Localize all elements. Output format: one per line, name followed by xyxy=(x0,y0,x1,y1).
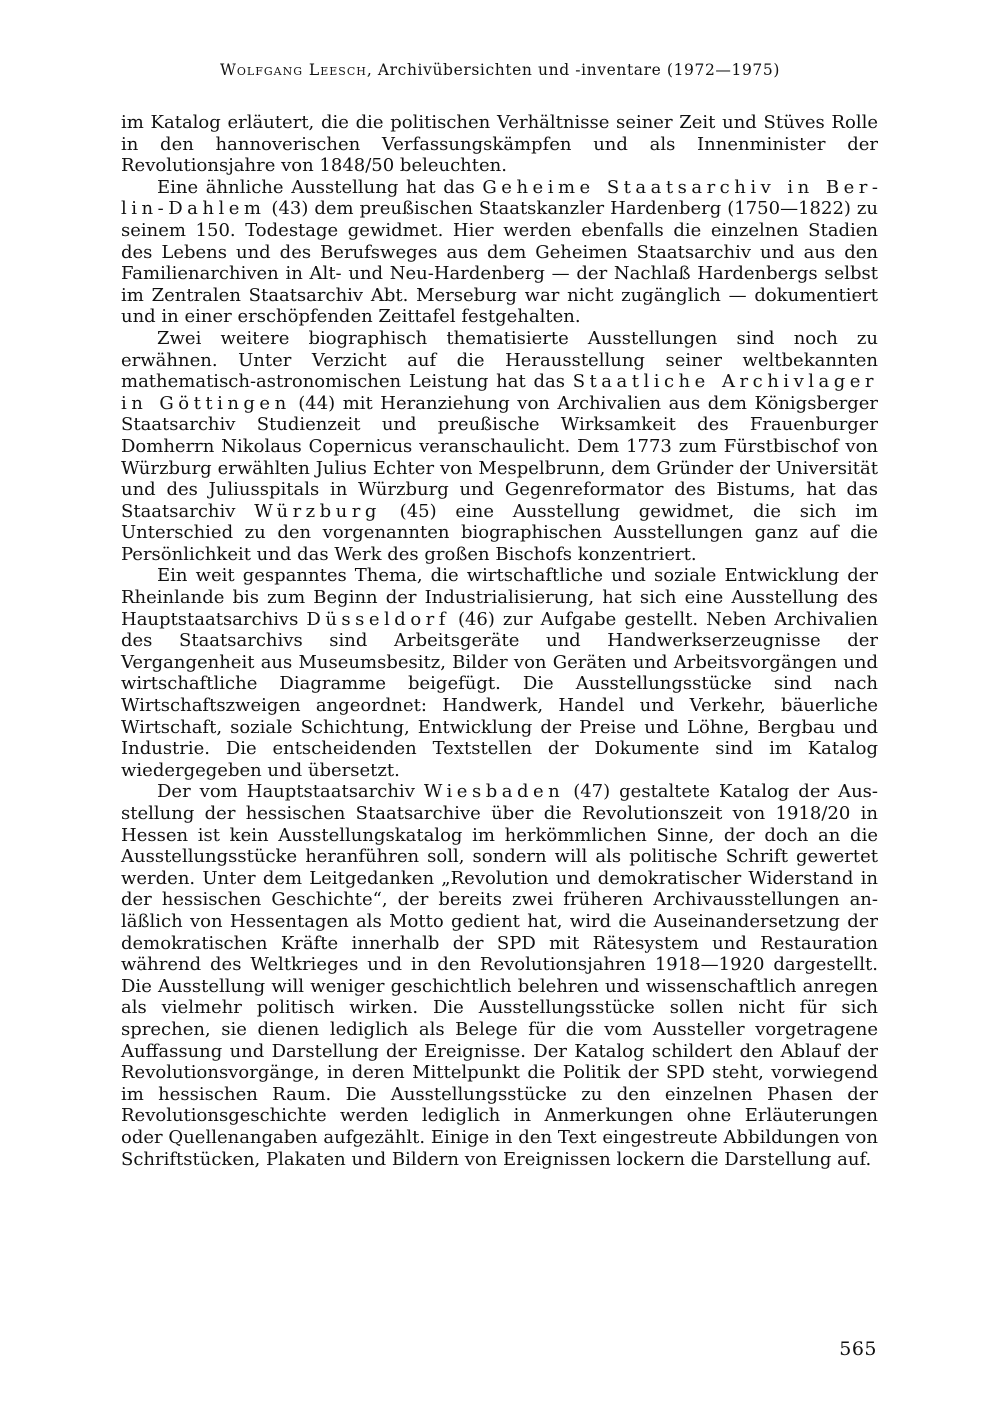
archive-name-goettingen: Staatliche Archivlager in Göttingen xyxy=(121,371,879,414)
paragraph-2 xyxy=(121,177,878,328)
paragraph-3 xyxy=(121,328,878,566)
paragraph-3-text-b: (44) mit Heranziehung von Archivalien aus dem Königsberger Staatsarchiv Studienzeit und preußische Wirksamkeit des Frauenburger Domherrn Nikolaus Copernicus veranschaulicht. Dem 1773 zum Fürstbischof von Würzburg erwählten Julius Echter von Mespelbrunn, dem Gründer der Universität und des Juliusspitals in Würzburg und Gegenreformator des Bistums, hat das Staatsarchiv xyxy=(121,392,878,522)
paragraph-2-text-a: Eine ähnliche Ausstellung hat das xyxy=(157,176,483,198)
paragraph-5-text-a: Der vom Hauptstaatsarchiv xyxy=(157,781,424,803)
page-number: 565 xyxy=(839,1338,877,1360)
archive-name-berlin: Geheime Staatsarchiv in Berlin-Dahlem xyxy=(121,176,879,220)
paragraph-5 xyxy=(121,781,878,1170)
paragraph-4-text-b: (46) zur Aufgabe gestellt. Neben Archivalien des Staatsarchivs sind Arbeitsgeräte und Handwerkserzeugnisse der Vergangenheit aus Museumsbesitz, Bilder von Geräten und Arbeitsvorgängen und wirtschaftliche Diagramme beigefügt. Die Ausstellungsstücke sind nach Wirtschaftszweigen angeordnet: Handwerk, Handel und Verkehr, bäuerliche Wirtschaft, soziale Schichtung, Entwicklung der Preise und Löhne, Bergbau und Industrie. Die entscheidenden Textstellen der Dokumente sind im Katalog wiedergegeben und übersetzt. xyxy=(121,608,879,781)
paragraph-1 xyxy=(121,112,878,177)
body-text xyxy=(121,112,878,1170)
paragraph-4 xyxy=(121,565,878,781)
paragraph-1-text: im Katalog erläutert, die die politischen Verhältnisse seiner Zeit und Stüves Rolle in den hannoverischen Verfassungskämpfen und als Innenminister der Revolutionsjahre von 1848/50 beleuchten. xyxy=(121,112,878,177)
archive-name-duesseldorf: Düsseldorf xyxy=(306,608,450,630)
paragraph-3-text-c: (45) eine Ausstellung gewidmet, die sich im Unterschied zu den vorgenannten biographischen Ausstellungen ganz auf die Persönlichkeit und das Werk des großen Bischofs konzentriert. xyxy=(121,500,878,565)
header-title: , Archivübersichten und -inventare (1972—1975) xyxy=(366,61,781,79)
running-head xyxy=(0,61,1000,79)
paragraph-3-text-a: Zwei weitere biographisch thematisierte Ausstellungen sind noch zu erwähnen. Unter Verzicht auf die Herausstellung seiner weltbekannten mathematisch-astronomischen Leistung hat das xyxy=(121,327,878,393)
paragraph-5-text-b: (47) gestaltete Katalog der Ausstellung der hessischen Staatsarchive über die Revolutionszeit von 1918/20 in Hessen ist kein Ausstellungskatalog im herkömmlichen Sinne, der doch an die Ausstellungsstücke heranführen soll, sondern will als politische Schrift gewertet werden. Unter dem Leitgedanken „Revolution und demokratischer Widerstand in der hessischen Geschichte“, der bereits zwei früheren Archivausstellungen anläßlich von Hessentagen als Motto gedient hat, wird die Auseinandersetzung der demokratischen Kräfte innerhalb der SPD mit Rätesystem und Restauration während des Weltkrieges und in den Revolutionsjahren 1918—1920 dargestellt. Die Ausstellung will weniger geschichtlich belehren und wissenschaftlich anregen als vielmehr politisch wirken. Die Ausstellungsstücke sollen nicht für sich sprechen, sie dienen lediglich als Belege für die vom Aussteller vorgetragene Auffassung und Darstellung der Ereignisse. Der Katalog schildert den Ablauf der Revolutionsvorgänge, in deren Mittelpunkt die Politik der SPD steht, vorwiegend im hessischen Raum. Die Ausstellungsstücke zu den einzelnen Phasen der Revolutionsgeschichte werden lediglich in Anmerkungen ohne Erläuterungen oder Quellenangaben aufgezählt. Einige in den Text eingestreute Abbildungen von Schriftstücken, Plakaten und Bildern von Ereignissen lockern die Darstellung auf. xyxy=(121,781,878,1170)
paragraph-2-text-b: (43) dem preußischen Staatskanzler Hardenberg (1750—1822) zu seinem 150. Todestage gewidmet. Hier werden ebenfalls die einzelnen Stadien des Lebens und des Berufsweges aus dem Geheimen Staatsarchiv und aus den Familienarchiven in Alt- und Neu-Hardenberg — der Nachlaß Hardenbergs selbst im Zentralen Staatsarchiv Abt. Merseburg war nicht zugänglich — dokumentiert und in einer erschöpfenden Zeittafel festgehalten. xyxy=(121,198,878,328)
archive-name-wuerzburg: Würzburg xyxy=(254,500,381,522)
archive-name-wiesbaden: Wiesbaden xyxy=(423,781,565,803)
paragraph-4-text-a: Ein weit gespanntes Thema, die wirtschaftliche und soziale Entwicklung der Rheinlande bis zum Beginn der Industrialisierung, hat sich eine Ausstellung des Hauptstaatsarchivs xyxy=(121,565,878,630)
header-author: Wolfgang Leesch xyxy=(219,61,367,79)
